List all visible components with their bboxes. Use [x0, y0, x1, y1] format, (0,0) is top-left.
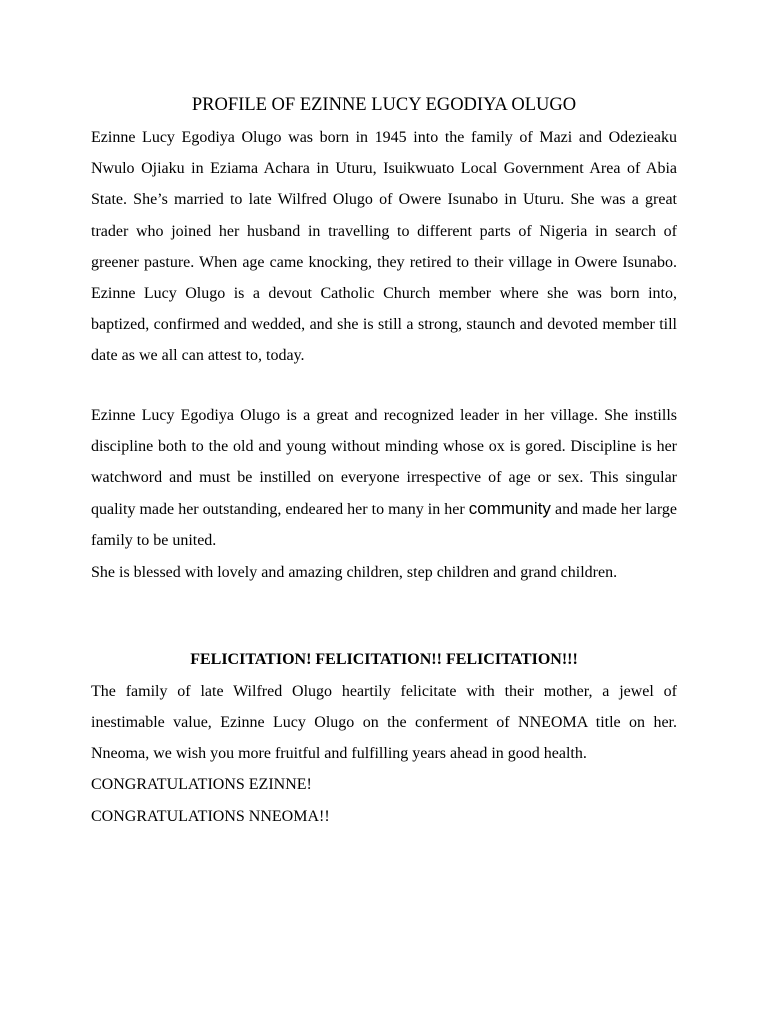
page-title: PROFILE OF EZINNE LUCY EGODIYA OLUGO	[191, 95, 577, 115]
leadership-paragraph-end: and made her large family to be united.	[91, 501, 678, 550]
leadership-paragraph-text: Ezinne Lucy Egodiya Olugo is a great and recognized leader in her village. She instills discipline both to the old and young without minding whose ox is gored. Discipline is her watchword and must be instilled on everyone irrespective of age or sex. This singular quality made her outstanding, endeared her to many in her	[91, 406, 677, 519]
congratulations-nneoma: CONGRATULATIONS NNEOMA!!	[91, 807, 330, 825]
felicitation-heading: FELICITATION! FELICITATION!! FELICITATION!!!	[190, 650, 578, 668]
felicitation-paragraph: The family of late Wilfred Olugo heartily felicitate with their mother, a jewel of inestimable value, Ezinne Lucy Olugo on the conferment of NNEOMA title on her. Nneoma, we wish you more fruitful and fulfilling years ahead in good health.	[91, 682, 677, 763]
children-line: She is blessed with lovely and amazing children, step children and grand children.	[91, 563, 618, 581]
document-page	[91, 93, 677, 832]
section-spacer	[91, 588, 677, 649]
paragraph-spacer	[91, 372, 677, 400]
profile-paragraph: Ezinne Lucy Egodiya Olugo was born in 1945 into the family of Mazi and Odezieaku Nwulo Ojiaku in Eziama Achara in Uturu, Isuikwuato Local Government Area of Abia State. She’s married to late Wilfred Olugo of Owere Isunabo in Uturu. She was a great trader who joined her husband in travelling to different parts of Nigeria in search of greener pasture. When age came knocking, they retired to their village in Owere Isunabo. Ezinne Lucy Olugo is a devout Catholic Church member where she was born into, baptized, confirmed and wedded, and she is still a strong, staunch and devoted member till date as we all can attest to, today.	[91, 129, 677, 365]
leadership-paragraph	[91, 400, 677, 557]
community-word: community	[468, 499, 551, 519]
congratulations-ezinne: CONGRATULATIONS EZINNE!	[91, 776, 312, 794]
